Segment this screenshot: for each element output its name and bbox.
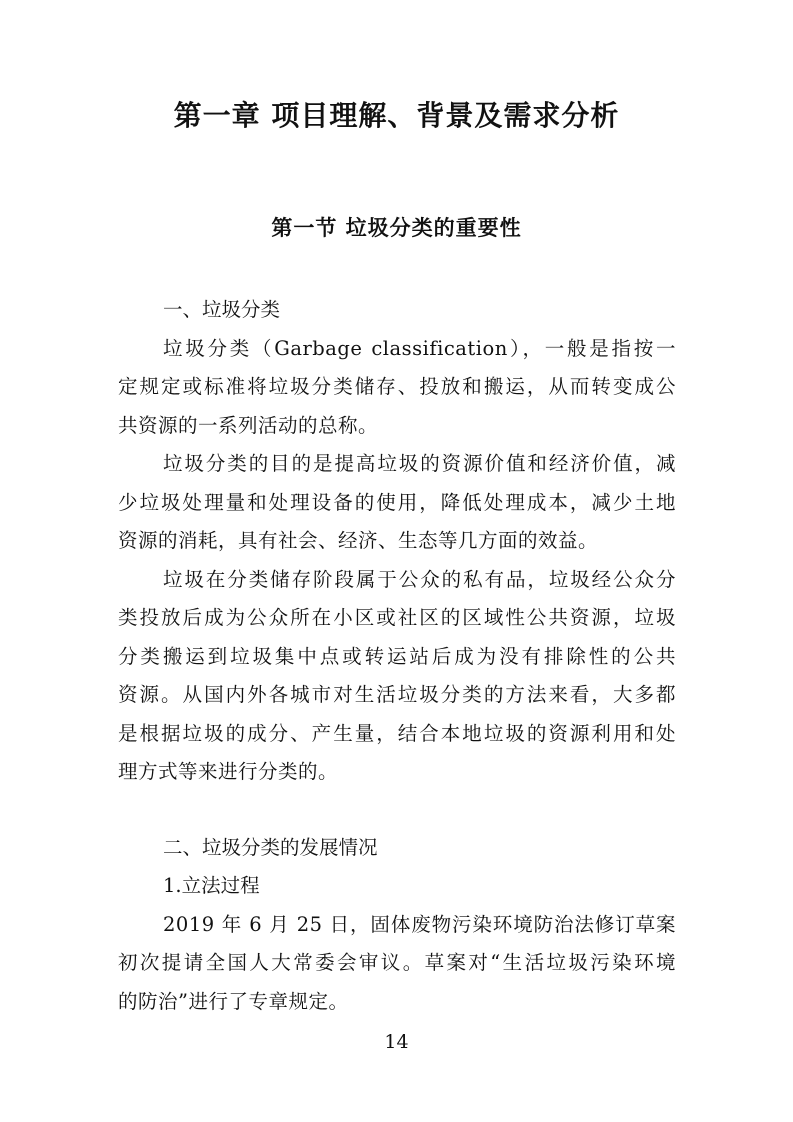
paragraph-line: 垃圾分类的目的是提高垃圾的资源价值和经济价值，减	[163, 452, 676, 475]
paragraph	[118, 330, 676, 446]
paragraph	[118, 561, 676, 792]
paragraph-line: 资源的消耗，具有社会、经济、生态等几方面的效益。	[118, 529, 599, 552]
part1-heading: 一、垃圾分类	[163, 298, 281, 321]
paragraph-line: 资源。从国内外各城市对生活垃圾分类的方法来看，大多都	[118, 683, 676, 706]
paragraph-line: 的防治”进行了专章规定。	[118, 989, 349, 1013]
paragraph-line: 类投放后成为公众所在小区或社区的区域性公共资源，垃圾	[118, 606, 676, 629]
paragraph	[118, 906, 676, 1022]
paragraph	[118, 445, 676, 561]
chapter-title: 第一章 项目理解、背景及需求分析	[173, 99, 620, 132]
paragraph-line: 共资源的一系列活动的总称。	[118, 413, 379, 437]
paragraph-line: 垃圾分类（Garbage classification），一般是指按一	[163, 336, 676, 360]
paragraph-line: 初次提请全国人大常委会审议。草案对“生活垃圾污染环境	[118, 951, 676, 974]
paragraph-line: 垃圾在分类储存阶段属于公众的私有品，垃圾经公众分	[163, 567, 676, 591]
paragraph-line: 理方式等来进行分类的。	[118, 760, 339, 783]
paragraph-line: 是根据垃圾的成分、产生量，结合本地垃圾的资源利用和处	[118, 721, 676, 745]
paragraph-line: 定规定或标准将垃圾分类储存、投放和搬运，从而转变成公	[118, 375, 676, 398]
paragraph-line: 少垃圾处理量和处理设备的使用，降低处理成本，减少土地	[118, 490, 676, 514]
page-number: 14	[384, 1031, 409, 1053]
part2-heading: 二、垃圾分类的发展情况	[163, 835, 378, 859]
part2-subheading: 1.立法过程	[163, 874, 260, 897]
paragraph-line: 2019 年 6 月 25 日，固体废物污染环境防治法修订草案	[163, 912, 676, 936]
section-title: 第一节 垃圾分类的重要性	[271, 216, 522, 240]
document-body	[118, 291, 676, 1021]
paragraph-line: 分类搬运到垃圾集中点或转运站后成为没有排除性的公共	[118, 644, 676, 668]
spacer	[118, 792, 676, 829]
